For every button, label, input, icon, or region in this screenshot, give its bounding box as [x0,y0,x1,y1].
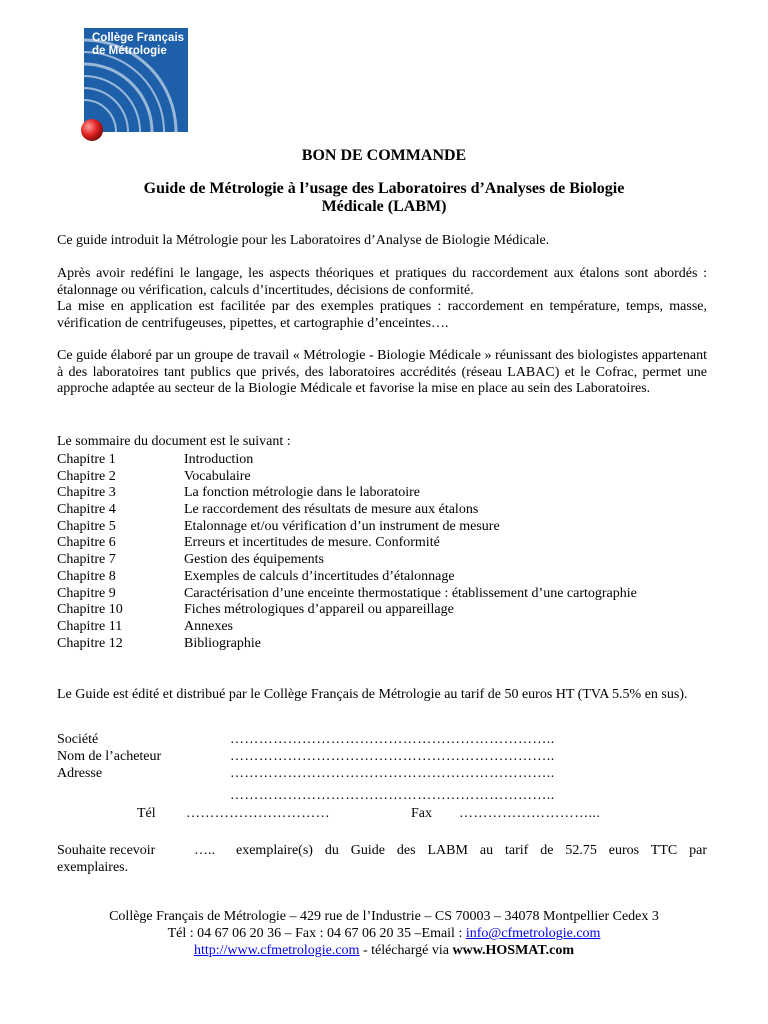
logo [80,28,192,140]
intro-paragraph-3: Ce guide élaboré par un groupe de travail « Métrologie - Biologie Médicale » réunissant des biologistes appartenant à des laboratoires tant publics que privés, des laboratoires accrédités (réseau LABAC) et le Cofrac, permet une approche adaptée au secteur de la Biologie Médicale et favorise la mise en place au sein des Laboratoires. [57,348,707,396]
fax-field[interactable]: ………………………... [459,806,601,821]
chapter-label: Chapitre 12 [57,635,123,651]
chapter-title: Vocabulaire [184,468,251,484]
wish-label: Souhaite recevoir [57,843,156,858]
chapter-label: Chapitre 11 [57,618,123,634]
quantity-field[interactable]: ….. [194,843,215,858]
intro-paragraph-2b: La mise en application est facilitée par des exemples pratiques : raccordement en température, temps, masse, vérification de centrifugeuses, pipettes, et cartographie d’enceintes…. [57,299,707,331]
chapter-row [57,469,637,486]
chapter-label: Chapitre 1 [57,452,116,467]
chapter-row [57,485,637,502]
chapter-label: Chapitre 7 [57,552,116,568]
chapter-label: Chapitre 8 [57,568,116,584]
fax-label: Fax [411,806,432,821]
chapter-row [57,586,637,603]
address-field-1[interactable]: ………………………………………………………….. [230,766,555,781]
buyer-field[interactable]: ………………………………………………………….. [230,749,555,764]
chapter-title: Etalonnage et/ou vérification d’un instrument de mesure [184,518,500,534]
chapter-list [57,452,637,652]
footer-phone-fax: Tél : 04 67 06 20 36 – Fax : 04 67 06 20 35 –Email : [167,926,466,941]
tel-label: Tél [137,806,156,821]
intro-paragraph-1: Ce guide introduit la Métrologie pour les Laboratoires d’Analyse de Biologie Médicale. [57,233,550,248]
chapter-row [57,602,637,619]
summary-intro: Le sommaire du document est le suivant : [57,434,291,449]
company-field[interactable]: ………………………………………………………….. [230,732,555,747]
chapter-title: Fiches métrologiques d’appareil ou appareillage [184,602,454,618]
chapter-row [57,552,637,569]
chapter-title: Le raccordement des résultats de mesure aux étalons [184,502,479,518]
chapter-row [57,502,637,519]
chapter-label: Chapitre 9 [57,585,116,601]
pricing-text: Le Guide est édité et distribué par le Collège Français de Métrologie au tarif de 50 euros HT (TVA 5.5% en sus). [57,687,688,702]
chapter-row [57,519,637,536]
logo-ball-icon [80,116,110,146]
footer-contact [0,926,768,943]
chapter-label: Chapitre 4 [57,502,116,518]
chapter-row [57,535,637,552]
guide-title-line-1: Guide de Métrologie à l’usage des Laboratoires d’Analyses de Biologie [143,180,625,197]
chapter-title: Caractérisation d’une enceinte thermostatique : établissement d’une cartographie [184,585,637,601]
footer-downloaded: - téléchargé via [359,943,453,958]
address-label: Adresse [57,766,103,781]
chapter-title: Annexes [184,618,233,634]
order-title: BON DE COMMANDE [301,147,467,164]
chapter-row [57,619,637,636]
chapter-title: Gestion des équipements [184,552,324,568]
chapter-title: Erreurs et incertitudes de mesure. Conformité [184,535,440,551]
footer-email-link[interactable]: info@cfmetrologie.com [465,926,601,941]
chapter-label: Chapitre 10 [57,602,123,618]
chapter-label: Chapitre 2 [57,468,116,484]
chapter-title: Exemples de calculs d’incertitudes d’étalonnage [184,568,455,584]
chapter-label: Chapitre 5 [57,518,116,534]
wish-text: exemplaire(s) du Guide des LABM au tarif de 52.75 euros TTC par [236,843,707,858]
footer-website-link[interactable]: http://www.cfmetrologie.com [193,943,360,958]
address-field-2[interactable]: ………………………………………………………….. [230,788,555,803]
footer-address: Collège Français de Métrologie – 429 rue de l’Industrie – CS 70003 – 34078 Montpellier Cedex 3 [109,909,659,924]
company-label: Société [57,732,99,747]
chapter-title: Introduction [184,452,254,467]
chapter-row [57,569,637,586]
footer-hosmat: www.HOSMAT.com [452,943,575,958]
footer-web [0,943,768,960]
chapter-title: La fonction métrologie dans le laboratoire [184,485,420,501]
guide-title-line-2: Médicale (LABM) [321,198,447,215]
chapter-row [57,452,637,469]
logo-line-2: de Métrologie [92,45,167,57]
chapter-row [57,636,637,653]
intro-paragraph-2a: Après avoir redéfini le langage, les aspects théoriques et pratiques du raccordement aux étalons sont abordés : étalonnage ou vérification, calculs d’incertitudes, décisions de conformité. [57,266,707,298]
tel-field[interactable]: ………………………… [186,806,330,821]
chapter-label: Chapitre 3 [57,485,116,501]
chapter-title: Bibliographie [184,635,261,651]
chapter-label: Chapitre 6 [57,535,116,551]
wish-text-end: exemplaires. [57,860,129,875]
logo-line-1: Collège Français [92,32,185,44]
buyer-label: Nom de l’acheteur [57,749,162,764]
